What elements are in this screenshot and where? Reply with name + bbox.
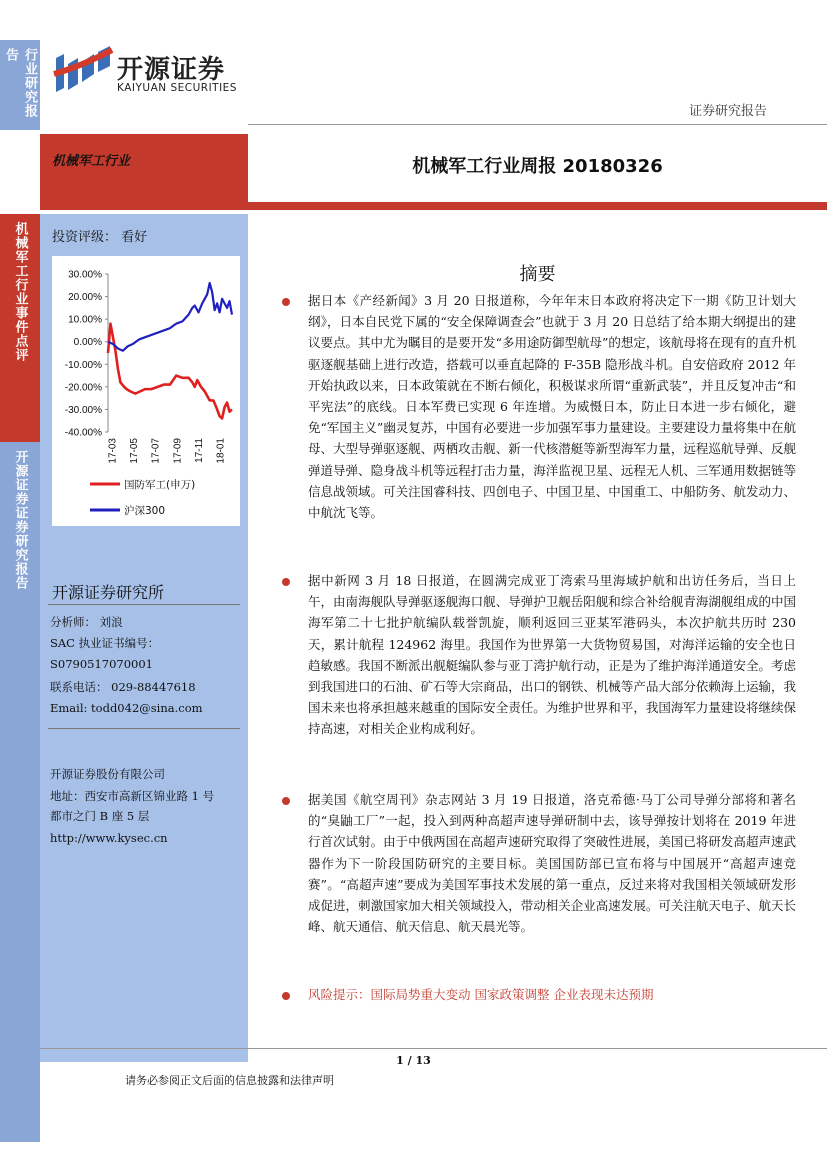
sac-number: S0790517070001: [50, 657, 153, 671]
analyst-name: 分析师： 刘浪: [50, 615, 123, 629]
title-red-bar: [248, 202, 827, 210]
phone: 联系电话： 029-88447618: [50, 680, 196, 694]
side-label-report-type: 行业研究报告: [0, 40, 40, 130]
address-line-1: 地址：西安市高新区锦业路 1 号: [50, 789, 215, 803]
disclaimer: 请务必参阅正文后面的信息披露和法律声明: [125, 1074, 334, 1087]
bullet-icon: [282, 797, 290, 805]
y-tick-label: 20.00%: [68, 292, 102, 304]
page-number: 1 / 13: [396, 1054, 431, 1067]
abstract-title: 摘要: [519, 264, 556, 285]
bullet-icon: [282, 992, 290, 1000]
industry-panel: [40, 134, 248, 210]
report-title: 机械军工行业周报 20180326: [412, 156, 663, 177]
abstract-paragraph-3: 据美国《航空周刊》杂志网站 3 月 19 日报道，洛克希德·马丁公司导弹分部将和著名的“臭鼬工厂”一起，投入到两种高超声速导弹研制中去，该导弹按计划将在 2019 年进行首次试射。由于中俄两国在高超声速研究取得了突破性进展，美国已将研发高超声速武器作为下一阶段国防研究的主要目标。美国国防部已宣布将与中国展开“高超声速竞赛”。“高超声速”要成为美国军事技术发展的第一重点，反过来将对我国相关领域研发形成促进，刺激国家加大相关领域投入，带动相关企业高速发展。可关注航天电子、航天长峰、航天通信、航天信息、航天晨光等。: [308, 792, 796, 935]
x-tick-label: 18-01: [215, 438, 227, 464]
company-name-en: KAIYUAN SECURITIES: [117, 82, 237, 94]
legend-label: 国防军工(申万): [124, 479, 196, 491]
y-tick-label: -20.00%: [64, 382, 102, 394]
y-tick-label: -30.00%: [64, 404, 102, 416]
side-label-publisher: 开源证券证券研究报告: [0, 442, 40, 1142]
org-title: 开源证券研究所: [52, 583, 165, 602]
website: http://www.kysec.cn: [50, 831, 168, 845]
chart-svg: [52, 256, 240, 526]
sac-label: SAC 执业证书编号：: [50, 636, 160, 650]
document-type: 证券研究报告: [688, 104, 767, 119]
y-tick-label: 10.00%: [68, 314, 102, 326]
series-line-csi300: [108, 283, 232, 351]
address-line-2: 都市之门 B 座 5 层: [50, 809, 150, 823]
x-tick-label: 17-05: [129, 438, 141, 464]
company-full-name: 开源证券股份有限公司: [50, 767, 165, 781]
index-chart: [52, 256, 240, 526]
series-line-defense: [108, 324, 232, 419]
footer-divider: [40, 1048, 827, 1049]
x-tick-label: 17-07: [150, 438, 162, 464]
investment-rating: 投资评级： 看好: [52, 230, 148, 245]
side-label-report-category: 机械军工行业事件点评: [0, 214, 40, 442]
email: Email: todd042@sina.com: [50, 701, 203, 715]
header-divider: [248, 124, 827, 125]
bullet-icon: [282, 578, 290, 586]
org-divider: [48, 604, 240, 605]
y-tick-label: -10.00%: [64, 359, 102, 371]
risk-warning: 风险提示：国际局势重大变动 国家政策调整 企业表现未达预期: [308, 987, 654, 1002]
y-tick-label: -40.00%: [64, 427, 102, 439]
abstract-paragraph-2: 据中新网 3 月 18 日报道，在圆满完成亚丁湾索马里海域护航和出访任务后，当日上午，由南海舰队导弹驱逐舰海口舰、导弹护卫舰岳阳舰和综合补给舰青海湖舰组成的中国海军第二十七批护航编队载誉凯旋，顺利返回三亚某军港码头，本次护航共历时 230 天，累计航程 124962 海里。我国作为世界第一大货物贸易国，对海洋运输的安全也日趋敏感。我国不断派出舰艇编队参与亚丁湾护航行动，正是为了维护海洋通道安全。考虑到我国进口的石油、矿石等大宗商品，出口的钢铁、机械等产品大部分依赖海上运输，我国未来也将承担越来越重的国际安全责任。为维护世界和平，我国海军力量建设将继续保持高速，对相关企业构成利好。: [308, 573, 796, 737]
legend-label: 沪深300: [124, 505, 166, 517]
bullet-icon: [282, 298, 290, 306]
y-tick-label: 0.00%: [73, 337, 102, 349]
company-name-cn: 开源证券: [117, 55, 226, 85]
contact-divider: [48, 728, 240, 729]
abstract-paragraph-1: 据日本《产经新闻》3 月 20 日报道称，今年年末日本政府将决定下一期《防卫计划大纲》，日本自民党下属的“安全保障调查会”也就于 3 月 20 日总结了给本期大纲提出的建议要点。其中尤为瞩目的是要开发“多用途防御型航母”的想定，该航母将在现有的直升机驱逐舰基础上进行改造，搭载可以垂直起降的 F-35B 隐形战斗机。自安倍政府 2012 年开始执政以来，日本政策就在不断右倾化，积极谋求所谓“重新武装”，并且反复冲击“和平宪法”的底线。日本军费已实现 6 年连增。为威慑日本，防止日本进一步右倾化，避免“军国主义”幽灵复苏，中国有必要进一步加强军事力量建设。主要建设力量将集中在航母、大型导弹驱逐舰、两栖攻击舰、新一代核潜艇等新型海军力量，远程巡航导弹、反舰弹道导弹、隐身战斗机等远程打击力量，海洋监视卫星、远程无人机、三军通用数据链等信息战领域。可关注国睿科技、四创电子、中国卫星、中国重工、中船防务、航发动力、中航沈飞等。: [308, 293, 796, 521]
x-tick-label: 17-03: [107, 438, 119, 464]
industry-label: 机械军工行业: [52, 154, 131, 169]
x-tick-label: 17-11: [193, 438, 205, 463]
x-tick-label: 17-09: [172, 438, 184, 464]
y-tick-label: 30.00%: [68, 269, 102, 281]
